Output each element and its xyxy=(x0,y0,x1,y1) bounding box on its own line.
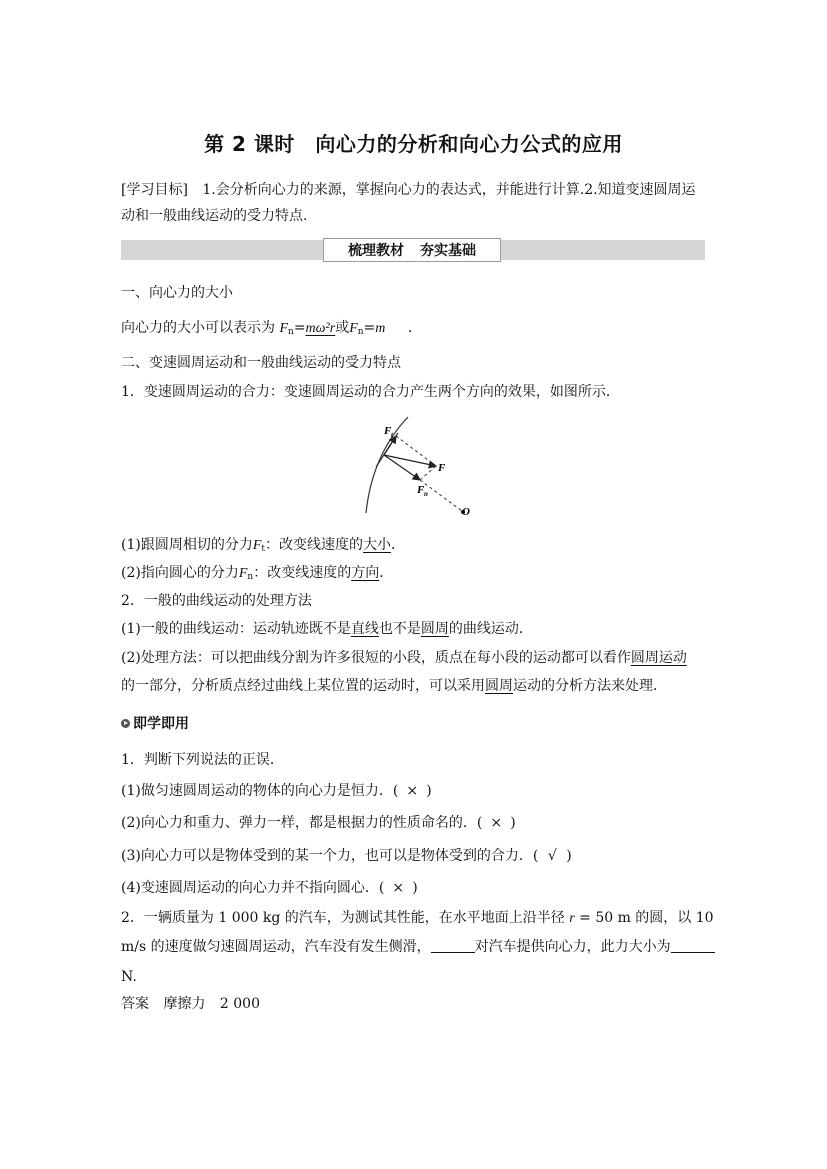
blank-1 xyxy=(431,938,475,953)
section2-para2 xyxy=(121,535,405,559)
fn-subscript: n xyxy=(247,572,254,582)
answer-straight-line: 直线 xyxy=(350,621,379,637)
fn-symbol: F xyxy=(238,566,248,581)
or-text: 或 xyxy=(335,320,350,336)
label-Fn-sub: n xyxy=(424,490,428,498)
equals-sign-2: = xyxy=(363,320,376,336)
answer-value: 2 000 xyxy=(219,996,260,1012)
question-2-line3: N. xyxy=(121,969,137,985)
subscript-n-2: n xyxy=(357,327,364,337)
para3-end: ． xyxy=(379,565,394,581)
section2-para3 xyxy=(121,563,393,587)
subscript-n: n xyxy=(288,327,294,337)
judgment-item-4: (4)变速圆周运动的向心力并不指向圆心．( × ) xyxy=(121,880,418,896)
para7-text: 的一部分，分析质点经过曲线上某位置的运动时，可以采用 xyxy=(121,678,485,694)
band-left-text: 梳理教材 xyxy=(348,243,404,259)
para5-text: (1)一般的曲线运动：运动轨迹既不是 xyxy=(121,621,351,637)
label-Ft-sub: t xyxy=(391,431,393,439)
para3-mid: ：改变线速度的 xyxy=(253,565,352,581)
answer-mw2r: mω²r xyxy=(305,321,336,336)
answer-label: 答案 xyxy=(121,996,149,1012)
page-title: 第 2 课时 向心力的分析和向心力公式的应用 xyxy=(204,132,623,156)
mark-wrong: × xyxy=(490,815,503,831)
learning-objectives xyxy=(121,180,696,200)
section2-para1: 1．变速圆周运动的合力：变速圆周运动的合力产生两个方向的效果，如图所示． xyxy=(121,384,620,400)
ft-subscript: t xyxy=(261,544,266,554)
section2-heading: 二、变速圆周运动和一般曲线运动的受力特点 xyxy=(121,355,401,371)
section2-para4: 2．一般的曲线运动的处理方法 xyxy=(121,593,312,609)
para2-end: ． xyxy=(391,537,406,553)
equals-sign: = xyxy=(293,320,306,336)
mass-symbol: m xyxy=(375,321,386,336)
mark-wrong: × xyxy=(392,880,405,896)
question-2-line2: m/s 的速度做匀速圆周运动，汽车没有发生侧滑， 对汽车提供向心力，此力大小为 xyxy=(121,937,715,957)
para7-end: 运动的分析方法来处理． xyxy=(513,678,667,694)
para2-text: (1)跟圆周相切的分力 xyxy=(121,537,253,553)
judgment-item-3: (3)向心力可以是物体受到的某一个力，也可以是物体受到的合力．( √ ) xyxy=(121,848,572,864)
para5-end: 的曲线运动． xyxy=(448,621,533,637)
judgment-item-2: (2)向心力和重力、弹力一样，都是根据力的性质命名的．( × ) xyxy=(121,815,516,831)
judgment-item-1: (1)做匀速圆周运动的物体的向心力是恒力．( × ) xyxy=(121,783,432,799)
label-O: O xyxy=(462,506,470,518)
section1-formula-line xyxy=(121,318,412,342)
question-1: 1．判断下列说法的正误． xyxy=(121,752,284,768)
answer-circular-motion: 圆周运动 xyxy=(630,650,687,666)
mark-correct: √ xyxy=(547,848,557,864)
practice-heading-text: 即学即用 xyxy=(133,716,189,732)
play-circle-icon xyxy=(121,719,130,728)
formula-end: . xyxy=(407,320,413,336)
label-F: F xyxy=(438,462,446,474)
force-diagram xyxy=(350,415,480,525)
force-Ft-vector xyxy=(384,436,396,455)
mark-wrong: × xyxy=(406,783,419,799)
practice-heading xyxy=(121,714,189,734)
answer-line xyxy=(121,994,260,1014)
para3-text: (2)指向圆心的分力 xyxy=(121,565,239,581)
objectives-label: [学习目标] xyxy=(121,182,188,198)
force-symbol: F xyxy=(279,321,289,336)
label-Ft: F xyxy=(384,425,392,437)
answer-magnitude: 大小 xyxy=(363,537,392,553)
label-Fn: F xyxy=(417,484,425,496)
objectives-line2: 动和一般曲线运动的受力特点. xyxy=(121,208,308,224)
force-symbol-2: F xyxy=(349,321,358,336)
section1-heading: 一、向心力的大小 xyxy=(121,285,233,301)
section2-para5 xyxy=(121,619,533,639)
blank-2 xyxy=(671,938,715,953)
para5-mid: 也不是 xyxy=(378,621,421,637)
para2-mid: ：改变线速度的 xyxy=(265,537,364,553)
section-band-label xyxy=(323,238,501,262)
objectives-line1: 1.会分析向心力的来源，掌握向心力的表达式，并能进行计算.2.知道变速圆周运 xyxy=(202,182,696,198)
answer-friction: 摩擦力 xyxy=(163,996,206,1012)
section2-para7 xyxy=(121,676,667,696)
dashed-parallel-2 xyxy=(420,466,436,480)
answer-direction: 方向 xyxy=(351,565,380,581)
radius-symbol: r xyxy=(569,911,575,926)
ft-symbol: F xyxy=(252,538,262,553)
answer-circular: 圆周 xyxy=(485,678,513,694)
formula-text: 向心力的大小可以表示为 xyxy=(121,320,275,336)
answer-circle: 圆周 xyxy=(420,621,449,637)
band-right-text: 夯实基础 xyxy=(420,243,476,259)
section2-para6 xyxy=(121,648,687,668)
question-2-line1: 2．一辆质量为 1 000 kg 的汽车，为测试其性能，在水平地面上沿半径 r = 50 m 的圆，以 10 xyxy=(121,910,714,926)
para6-text: (2)处理方法：可以把曲线分割为许多很短的小段，质点在每小段的运动都可以看作 xyxy=(121,650,631,666)
